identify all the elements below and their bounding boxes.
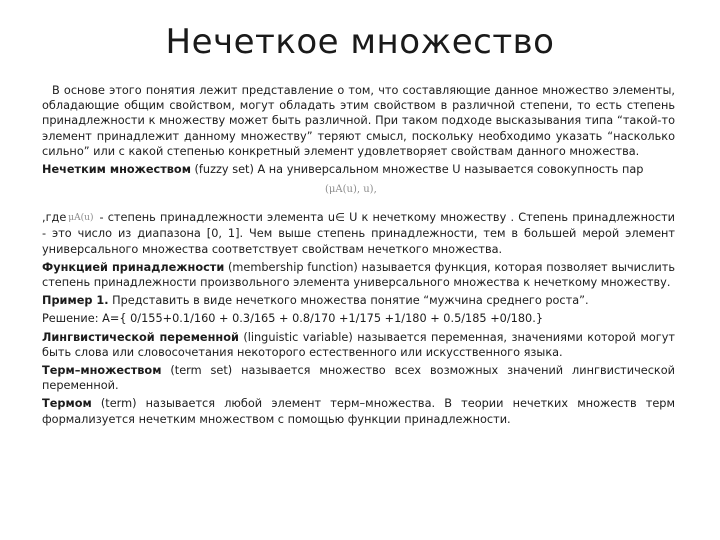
intro-paragraph: В основе этого понятия лежит представление о том, что составляющие данное множество элементы, обладающие общим свойством, могут обладать этим свойством в различной степени, то есть степень принадлежности к множеству может быть различной. При таком подходе высказывания типа “такой-то элемент принадлежит данному множеству” теряют смысл, поскольку необходимо указать “насколько сильно” или с какой степенью конкретный элемент удовлетворяет свойствам данного множества. bbox=[42, 84, 675, 158]
membership-function-definition bbox=[42, 260, 675, 290]
where-prefix: ,где bbox=[42, 211, 67, 225]
pair-formula: (μA(u), u), bbox=[325, 184, 377, 196]
example-paragraph bbox=[42, 293, 675, 308]
membership-degree-paragraph bbox=[42, 210, 675, 257]
term-fuzzy-set: Нечетким множеством bbox=[42, 163, 191, 177]
slide-body bbox=[42, 83, 675, 430]
example-label: Пример 1. bbox=[42, 294, 109, 308]
linguistic-variable-text: (linguistic variable) называется переменная, значениями которой могут быть слова или словосочетания некоторого естественного или искусственного языка. bbox=[42, 330, 675, 359]
slide-title: Нечеткое множество bbox=[165, 22, 555, 62]
term-term: Термом bbox=[42, 397, 92, 411]
membership-degree-text: - степень принадлежности элемента u∈ U к нечеткому множеству . Степень принадлежности - это число из диапазона [0, 1]. Чем выше степень принадлежности, тем в большей мерой элемент универсального множества соответствует свойствам нечеткого множества. bbox=[42, 211, 675, 256]
membership-function-text: (membership function) называется функция, которая позволяет вычислить степень принадлежности произвольного элемента универсального множества к нечеткому множеству. bbox=[42, 260, 675, 290]
term-set-definition bbox=[42, 363, 675, 393]
fuzzy-set-definition-text: (fuzzy set) A на универсальном множестве U называется совокупность пар bbox=[190, 163, 644, 177]
fuzzy-set-definition bbox=[42, 162, 675, 177]
term-text: (term) называется любой элемент терм–множества. В теории нечетких множеств терм формализуется нечетким множеством с помощью функции принадлежности. bbox=[42, 397, 675, 426]
linguistic-variable-definition bbox=[42, 330, 675, 360]
solution-paragraph: Решение: А={ 0/155+0.1/160 + 0.3/165 + 0.8/170 +1/175 +1/180 + 0.5/185 +0/180.} bbox=[42, 312, 544, 326]
example-text: Представить в виде нечеткого множества понятие “мужчина среднего роста”. bbox=[108, 294, 589, 308]
term-term-set: Терм–множеством bbox=[42, 364, 162, 378]
formula-row bbox=[42, 180, 675, 204]
term-linguistic-variable: Лингвистической переменной bbox=[42, 330, 239, 344]
term-definition bbox=[42, 396, 675, 426]
term-membership-function: Функцией принадлежности bbox=[42, 260, 225, 274]
term-set-text: (term set) называется множество всех возможных значений лингвистической переменной. bbox=[42, 364, 675, 393]
membership-symbol: μA(u) bbox=[68, 213, 94, 224]
